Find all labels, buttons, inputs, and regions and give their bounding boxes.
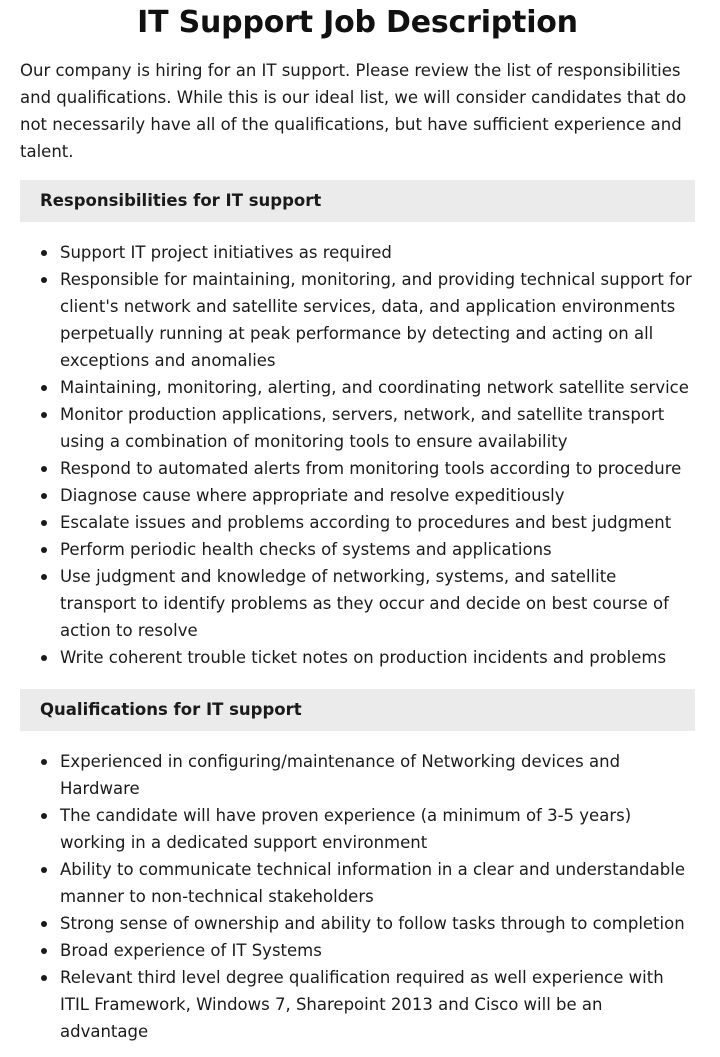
bullet-icon	[41, 921, 47, 927]
bullet-icon	[41, 975, 47, 981]
qualification-item	[20, 937, 695, 964]
responsibility-text: Escalate issues and problems according to procedures and best judgment	[60, 513, 672, 532]
qualification-text: Broad experience of IT Systems	[60, 941, 322, 960]
bullet-icon	[41, 277, 47, 283]
bullet-icon	[41, 813, 47, 819]
qualification-item	[20, 856, 695, 910]
bullet-icon	[41, 547, 47, 553]
bullet-icon	[41, 493, 47, 499]
responsibilities-list	[20, 239, 695, 671]
page-title: IT Support Job Description	[137, 5, 578, 40]
bullet-icon	[41, 655, 47, 661]
responsibility-text: Write coherent trouble ticket notes on production incidents and problems	[60, 648, 667, 667]
bullet-icon	[41, 867, 47, 873]
bullet-icon	[41, 520, 47, 526]
qualifications-list	[20, 748, 695, 1045]
qualification-item	[20, 910, 695, 937]
responsibility-text: Maintaining, monitoring, alerting, and coordinating network satellite service	[60, 378, 689, 397]
responsibility-item	[20, 455, 695, 482]
bullet-icon	[41, 759, 47, 765]
responsibility-item	[20, 239, 695, 266]
responsibility-text: Perform periodic health checks of systems and applications	[60, 540, 552, 559]
responsibility-item	[20, 509, 695, 536]
bullet-icon	[41, 948, 47, 954]
qualifications-heading: Qualifications for IT support	[20, 689, 695, 731]
qualification-item	[20, 748, 695, 802]
qualification-text: Strong sense of ownership and ability to follow tasks through to completion	[60, 914, 685, 933]
responsibility-item	[20, 266, 695, 374]
qualification-item	[20, 802, 695, 856]
responsibility-item	[20, 482, 695, 509]
responsibility-text: Responsible for maintaining, monitoring, and providing technical support for client's network and satellite services, data, and application environments perpetually running at peak performance by detecting and acting on all exceptions and anomalies	[60, 270, 692, 370]
qualification-item	[20, 964, 695, 1045]
qualification-text: The candidate will have proven experience (a minimum of 3-5 years) working in a dedicated support environment	[60, 806, 632, 852]
responsibility-text: Diagnose cause where appropriate and resolve expeditiously	[60, 486, 565, 505]
intro-paragraph: Our company is hiring for an IT support. Please review the list of responsibilities and qualifications. While this is our ideal list, we will consider candidates that do not necessarily have all of the qualifications, but have sufficient experience and talent.	[20, 61, 687, 161]
qualification-text: Experienced in configuring/maintenance of Networking devices and Hardware	[60, 752, 621, 798]
bullet-icon	[41, 385, 47, 391]
responsibility-text: Support IT project initiatives as required	[60, 243, 392, 262]
responsibility-item	[20, 644, 695, 671]
bullet-icon	[41, 574, 47, 580]
responsibility-text: Use judgment and knowledge of networking, systems, and satellite transport to identify problems as they occur and decide on best course of action to resolve	[60, 567, 669, 640]
responsibility-item	[20, 536, 695, 563]
responsibility-item	[20, 563, 695, 644]
responsibility-item	[20, 401, 695, 455]
bullet-icon	[41, 466, 47, 472]
qualification-text: Relevant third level degree qualification required as well experience with ITIL Framework, Windows 7, Sharepoint 2013 and Cisco will be an advantage	[60, 968, 664, 1041]
bullet-icon	[41, 412, 47, 418]
responsibility-text: Monitor production applications, servers, network, and satellite transport using a combination of monitoring tools to ensure availability	[60, 405, 665, 451]
bullet-icon	[41, 250, 47, 256]
responsibility-item	[20, 374, 695, 401]
responsibility-text: Respond to automated alerts from monitoring tools according to procedure	[60, 459, 682, 478]
responsibilities-heading: Responsibilities for IT support	[20, 180, 695, 222]
qualification-text: Ability to communicate technical information in a clear and understandable manner to non-technical stakeholders	[60, 860, 685, 906]
